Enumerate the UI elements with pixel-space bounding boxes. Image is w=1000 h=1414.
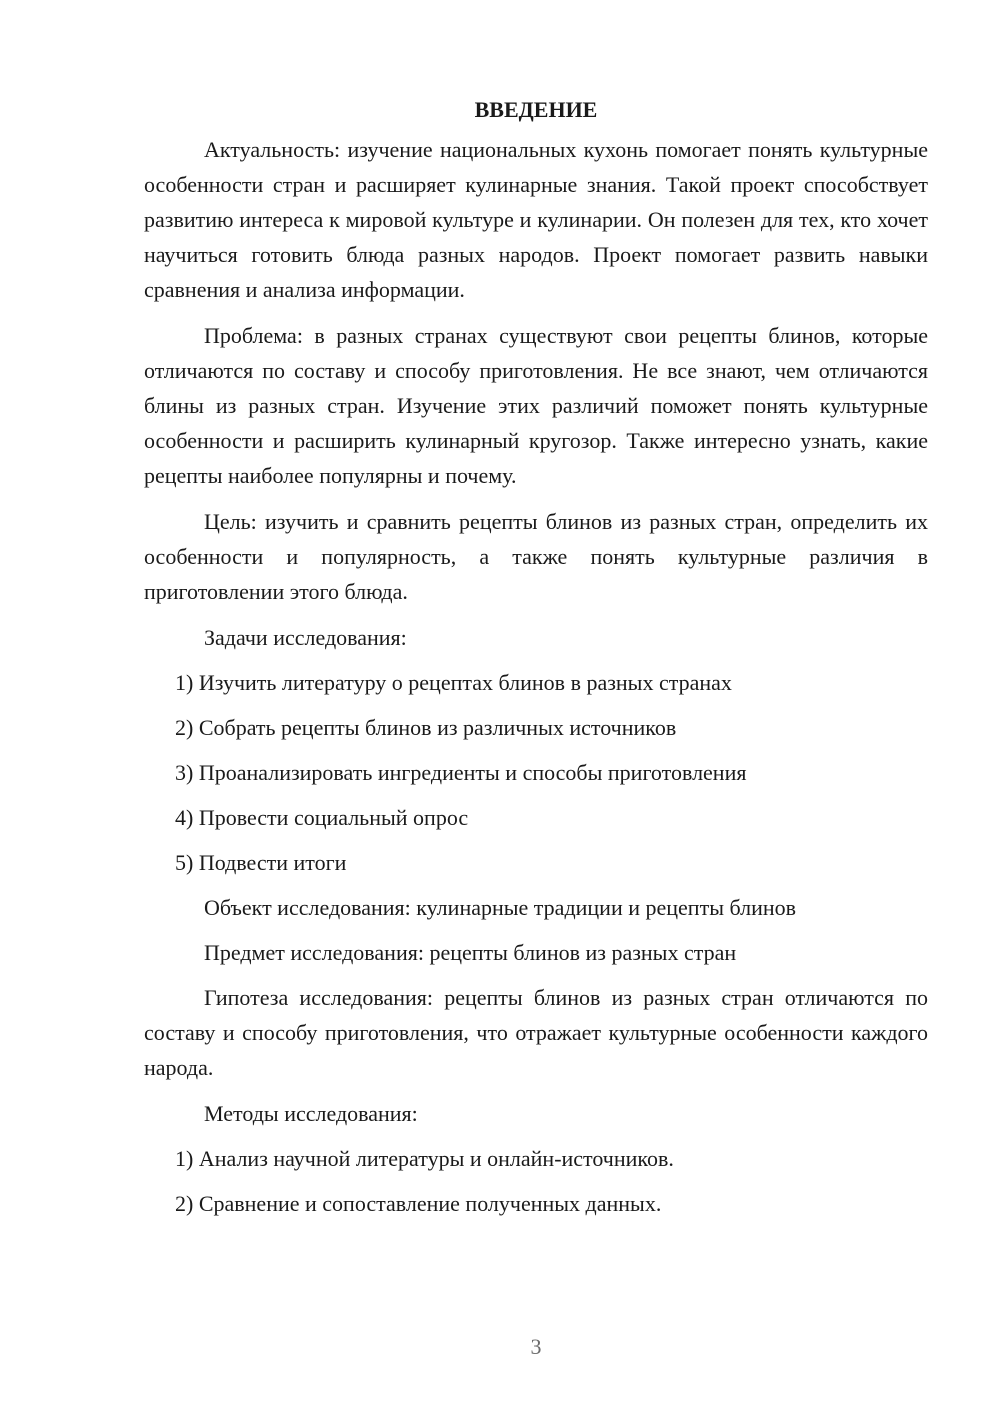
- page-number: 3: [530, 1334, 542, 1359]
- research-object: Объект исследования: кулинарные традиции и рецепты блинов: [204, 895, 797, 920]
- tasks-heading: Задачи исследования:: [204, 625, 407, 650]
- task-item: 1) Изучить литературу о рецептах блинов в разных странах: [175, 670, 732, 695]
- relevance-paragraph: Актуальность: изучение национальных кухонь помогает понять культурные особенности стран и расширяет кулинарные знания. Такой проект способствует развитию интереса к мировой культуре и кулинарии. Он полезен для тех, кто хочет научиться готовить блюда разных народов. Проект помогает развить навыки сравнения и анализа информации.: [144, 137, 928, 302]
- research-subject: Предмет исследования: рецепты блинов из разных стран: [204, 940, 737, 965]
- task-item: 4) Провести социальный опрос: [175, 805, 469, 830]
- task-item: 2) Собрать рецепты блинов из различных источников: [175, 715, 677, 740]
- task-item: 3) Проанализировать ингредиенты и способы приготовления: [175, 760, 747, 785]
- hypothesis-paragraph: Гипотеза исследования: рецепты блинов из разных стран отличаются по составу и способу приготовления, что отражает культурные особенности каждого народа.: [144, 985, 928, 1080]
- document-page: [144, 92, 928, 1231]
- problem-paragraph: Проблема: в разных странах существуют свои рецепты блинов, которые отличаются по составу и способу приготовления. Не все знают, чем отличаются блины из разных стран. Изучение этих различий поможет понять культурные особенности и расширить кулинарный кругозор. Также интересно узнать, какие рецепты наиболее популярны и почему.: [144, 323, 928, 488]
- method-item: 1) Анализ научной литературы и онлайн-источников.: [175, 1146, 674, 1171]
- method-item: 2) Сравнение и сопоставление полученных данных.: [175, 1191, 662, 1216]
- methods-heading: Методы исследования:: [204, 1101, 418, 1126]
- task-item: 5) Подвести итоги: [175, 850, 347, 875]
- section-title: ВВЕДЕНИЕ: [474, 97, 598, 122]
- goal-paragraph: Цель: изучить и сравнить рецепты блинов из разных стран, определить их особенности и популярность, а также понять культурные различия в приготовлении этого блюда.: [144, 509, 928, 604]
